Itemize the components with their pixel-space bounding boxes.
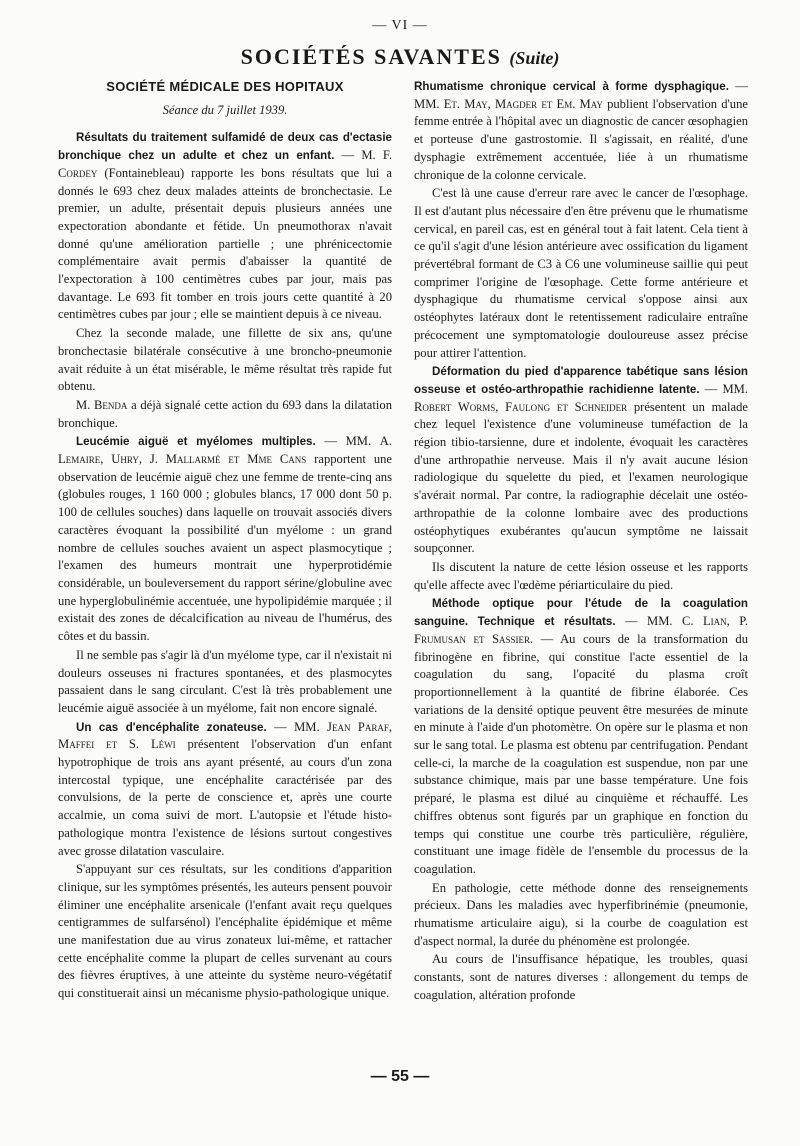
author-names: M. Benda bbox=[76, 397, 128, 412]
article-sep: — MM. bbox=[315, 434, 380, 449]
article-title: Méthode optique pour l'étude de la coagulation sanguine. Technique et résultats. bbox=[414, 597, 748, 629]
session-date: Séance du 7 juillet 1939. bbox=[162, 102, 288, 117]
article-title: Rhumatisme chronique cervical à forme dysphagique. bbox=[414, 80, 729, 93]
article-sep: — MM. bbox=[699, 381, 749, 396]
article-body: publient l'observation d'une femme entrée à l'hôpital avec un diagnostic de cancer œsophagien et porteuse d'une gastrostomie. Il s'agissait, en réalité, d'une dysphagie extrêmement accentuée, liée à un rhumatisme chronique de la colonne cervicale. bbox=[414, 96, 748, 182]
article-rhumatisme bbox=[414, 78, 748, 184]
page-title bbox=[0, 44, 800, 70]
article-title: Résultats du traitement sulfamidé de deux cas d'ectasie bronchique chez un adulte et chez un enfant. bbox=[58, 131, 392, 163]
article-leucemie bbox=[58, 433, 392, 645]
author-names: Cordey bbox=[58, 165, 98, 180]
right-column bbox=[414, 78, 748, 1005]
paragraph: S'appuyant sur ces résultats, sur les conditions d'apparition clinique, sur les symptômes présentés, les auteurs pensent pouvoir éliminer une encéphalite arsenicale (l'enfant avait reçu quelques centigrammes de sulfarsénol) l'encéphalite épidémique et même une manifestation due au virus zonateux lui-même, et rattacher cette encéphalite comme la plupart de celles survenant au cours des fièvres éruptives, à une atteinte du système neuro-végétatif qui constituerait ainsi un mécanisme physio-pathologique unique. bbox=[58, 862, 392, 1001]
article-encephalite bbox=[58, 719, 392, 861]
article-deformation bbox=[414, 363, 748, 558]
article-body: rapportent une observation de leucémie aiguë chez une femme de trente-cinq ans (globules rouges, 1 160 000 ; globules blancs, 17 000 dont 50 p. 100 de cellules souches) dans laquelle on trouvait associés divers caractères évoquant la possibilité d'un myélome : un grand nombre de cellules souches avaient un aspect plasmocytique ; l'examen des humeurs montrait une hyperprotidémie considérable, un bouleversement du rapport sérine/globuline avec une hyperglobulinémie accentuée, une hypolipidémie marquée ; il existait des zones de décalcification au niveau de l'humérus, des côtes et du bassin. bbox=[58, 452, 392, 644]
author-names: C. Lian, P. Frumusan et Sassier bbox=[414, 614, 748, 646]
article-sep: — MM. bbox=[414, 79, 748, 111]
paragraph: Il ne semble pas s'agir là d'un myélome type, car il n'existait ni douleurs osseuses ni fractures spontanées, et des plasmocytes passaient dans le sang circulant. C'est là très probablement une leucémie aiguë associée à un myélome, fait non encore signalé. bbox=[58, 647, 392, 715]
author-names: Jean Paraf, Maffei et S. Léwi bbox=[58, 719, 392, 752]
paragraph: Chez la seconde malade, une fillette de six ans, qu'une bronchectasie bilatérale consécutive à une broncho-pneumonie avait réduite à un état misérable, le même résultat très rapide fut obtenu. bbox=[58, 326, 392, 394]
article-title: Un cas d'encéphalite zonateuse. bbox=[76, 720, 267, 734]
paragraph: Au cours de l'insuffisance hépatique, les troubles, quasi constants, sont de natures diverses : allongement du temps de coagulation, altération profonde bbox=[414, 952, 748, 1002]
article-coagulation bbox=[414, 595, 748, 878]
article-cordey bbox=[58, 129, 392, 324]
left-column bbox=[58, 78, 392, 1003]
paragraph-benda bbox=[58, 397, 392, 432]
page-title-suffix: (Suite) bbox=[509, 48, 560, 68]
paragraph-body: a déjà signalé cette action du 693 dans la dilatation bronchique. bbox=[58, 397, 392, 430]
article-body: présentent un malade chez lequel l'existence d'une volumineuse tuméfaction de la région tibio-tarsienne, dure et indolente, évoquait les caractères d'une arthropathie nerveuse. Mais il n'y avait aucune lésion radiologique du squelette du pied, et l'examen neurologique s'avérait normal. Par contre, la radiographie décelait une ostéo-arthropathie de la colonne lombaire avec des productions ostéophytiques exubérantes qu'aucun symptôme ne laissait soupçonner. bbox=[414, 399, 748, 556]
paragraph: Ils discutent la nature de cette lésion osseuse et les rapports qu'elle affecte avec l'œdème périarticulaire du pied. bbox=[414, 559, 748, 592]
article-title: Déformation du pied d'apparence tabétique sans lésion osseuse et ostéo-arthropathie rachidienne latente. bbox=[414, 365, 748, 396]
article-sep: — MM. bbox=[615, 614, 682, 629]
author-names: Robert Worms, Faulong et Schneider bbox=[414, 399, 628, 414]
author-names: Et. May, Magder et Em. May bbox=[443, 96, 603, 111]
paragraph: C'est là une cause d'erreur rare avec le cancer de l'œsophage. Il est d'autant plus nécessaire d'en être prévenu que le rhumatisme cervical, en pareil cas, est en général tout à fait latent. Cela tient à ce qu'il s'agit d'une lésion antérieure avec ossification du ligament prévertébral formant de C3 à C6 une volumineuse saillie qui peut comprimer l'origine de l'œsophage. Cette forme antérieure et dysphagique du rhumatisme cervical s'oppose ainsi aux ostéophytes latéraux dont le retentissement radiculaire entraîne précocement une symptomatologie douloureuse assez précise pour attirer l'attention. bbox=[414, 186, 748, 360]
page-number: — 55 — bbox=[370, 1068, 430, 1085]
article-sep: — MM. bbox=[266, 719, 328, 734]
article-body: . — Au cours de la transformation du fibrinogène en fibrine, qui constitue l'acte essentiel de la coagulation du sang, l'opacité du plasma croît proportionnellement à la quantité de fibrine élaborée. Ces variations de la densité optique peuvent être mesurées de minute en minute à l'aide d'un photomètre. On opère sur le plasma et non sur le sang total. Le plasma est obtenu par centrifugation. Pendant celle-ci, la marche de la coagulation est suspendue, non par une substance chimique, mais par une basse température. Une fois préparé, le plasma est dilué au cinquième et réchauffé. Les chiffres obtenus sont figurés par un graphique en fonction du temps qui constitue une courbe très particulière, régulière, constituant une image fidèle de l'ensemble du processus de la coagulation. bbox=[414, 631, 748, 876]
paragraph: En pathologie, cette méthode donne des renseignements précieux. Dans les maladies avec hyperfibrinémie (pneumonie, rhumatisme articulaire aigu), si la courbe de coagulation est d'aspect normal, la durée du phénomène est prolongée. bbox=[414, 880, 748, 948]
page-title-main: SOCIÉTÉS SAVANTES bbox=[240, 44, 502, 69]
article-body: présentent l'observation d'un enfant hypotrophique de trois ans ayant présenté, au cours d'un zona intercostal typique, une encéphalite caractérisée par des convulsions, de la perte de conscience et, après une courte accalmie, un coma suivi de mort. L'autopsie et l'étude histo-pathologique montra l'existence de lésions surtout congestives avec grosse dilatation vasculaire. bbox=[58, 737, 393, 858]
page-marker: — VI — bbox=[372, 18, 428, 33]
author-names: A. Lemaire, Uhry, J. Mallarmé et Mme Cans bbox=[58, 434, 392, 467]
society-heading: SOCIÉTÉ MÉDICALE DES HOPITAUX bbox=[106, 79, 344, 94]
article-sep: — M. F. bbox=[334, 148, 392, 163]
article-title: Leucémie aiguë et myélomes multiples. bbox=[76, 435, 316, 449]
article-body: (Fontainebleau) rapporte les bons résultats que lui a donnés le 693 chez deux malades atteints de bronchectasie. Le premier, un adulte, présentait depuis plusieurs années une expectoration abondante et fétide. Un pneumothorax n'avait donné qu'une amélioration partielle ; une phrénicectomie complémentaire avait permis d'abaisser la quantité de l'expectoration à 100 centimètres cubes par jour, mais pas davantage. Le 693 fit tomber en trois jours cette quantité à 20 centimètres cubes par jour ; elle se maintient depuis à ce niveau. bbox=[58, 165, 392, 322]
